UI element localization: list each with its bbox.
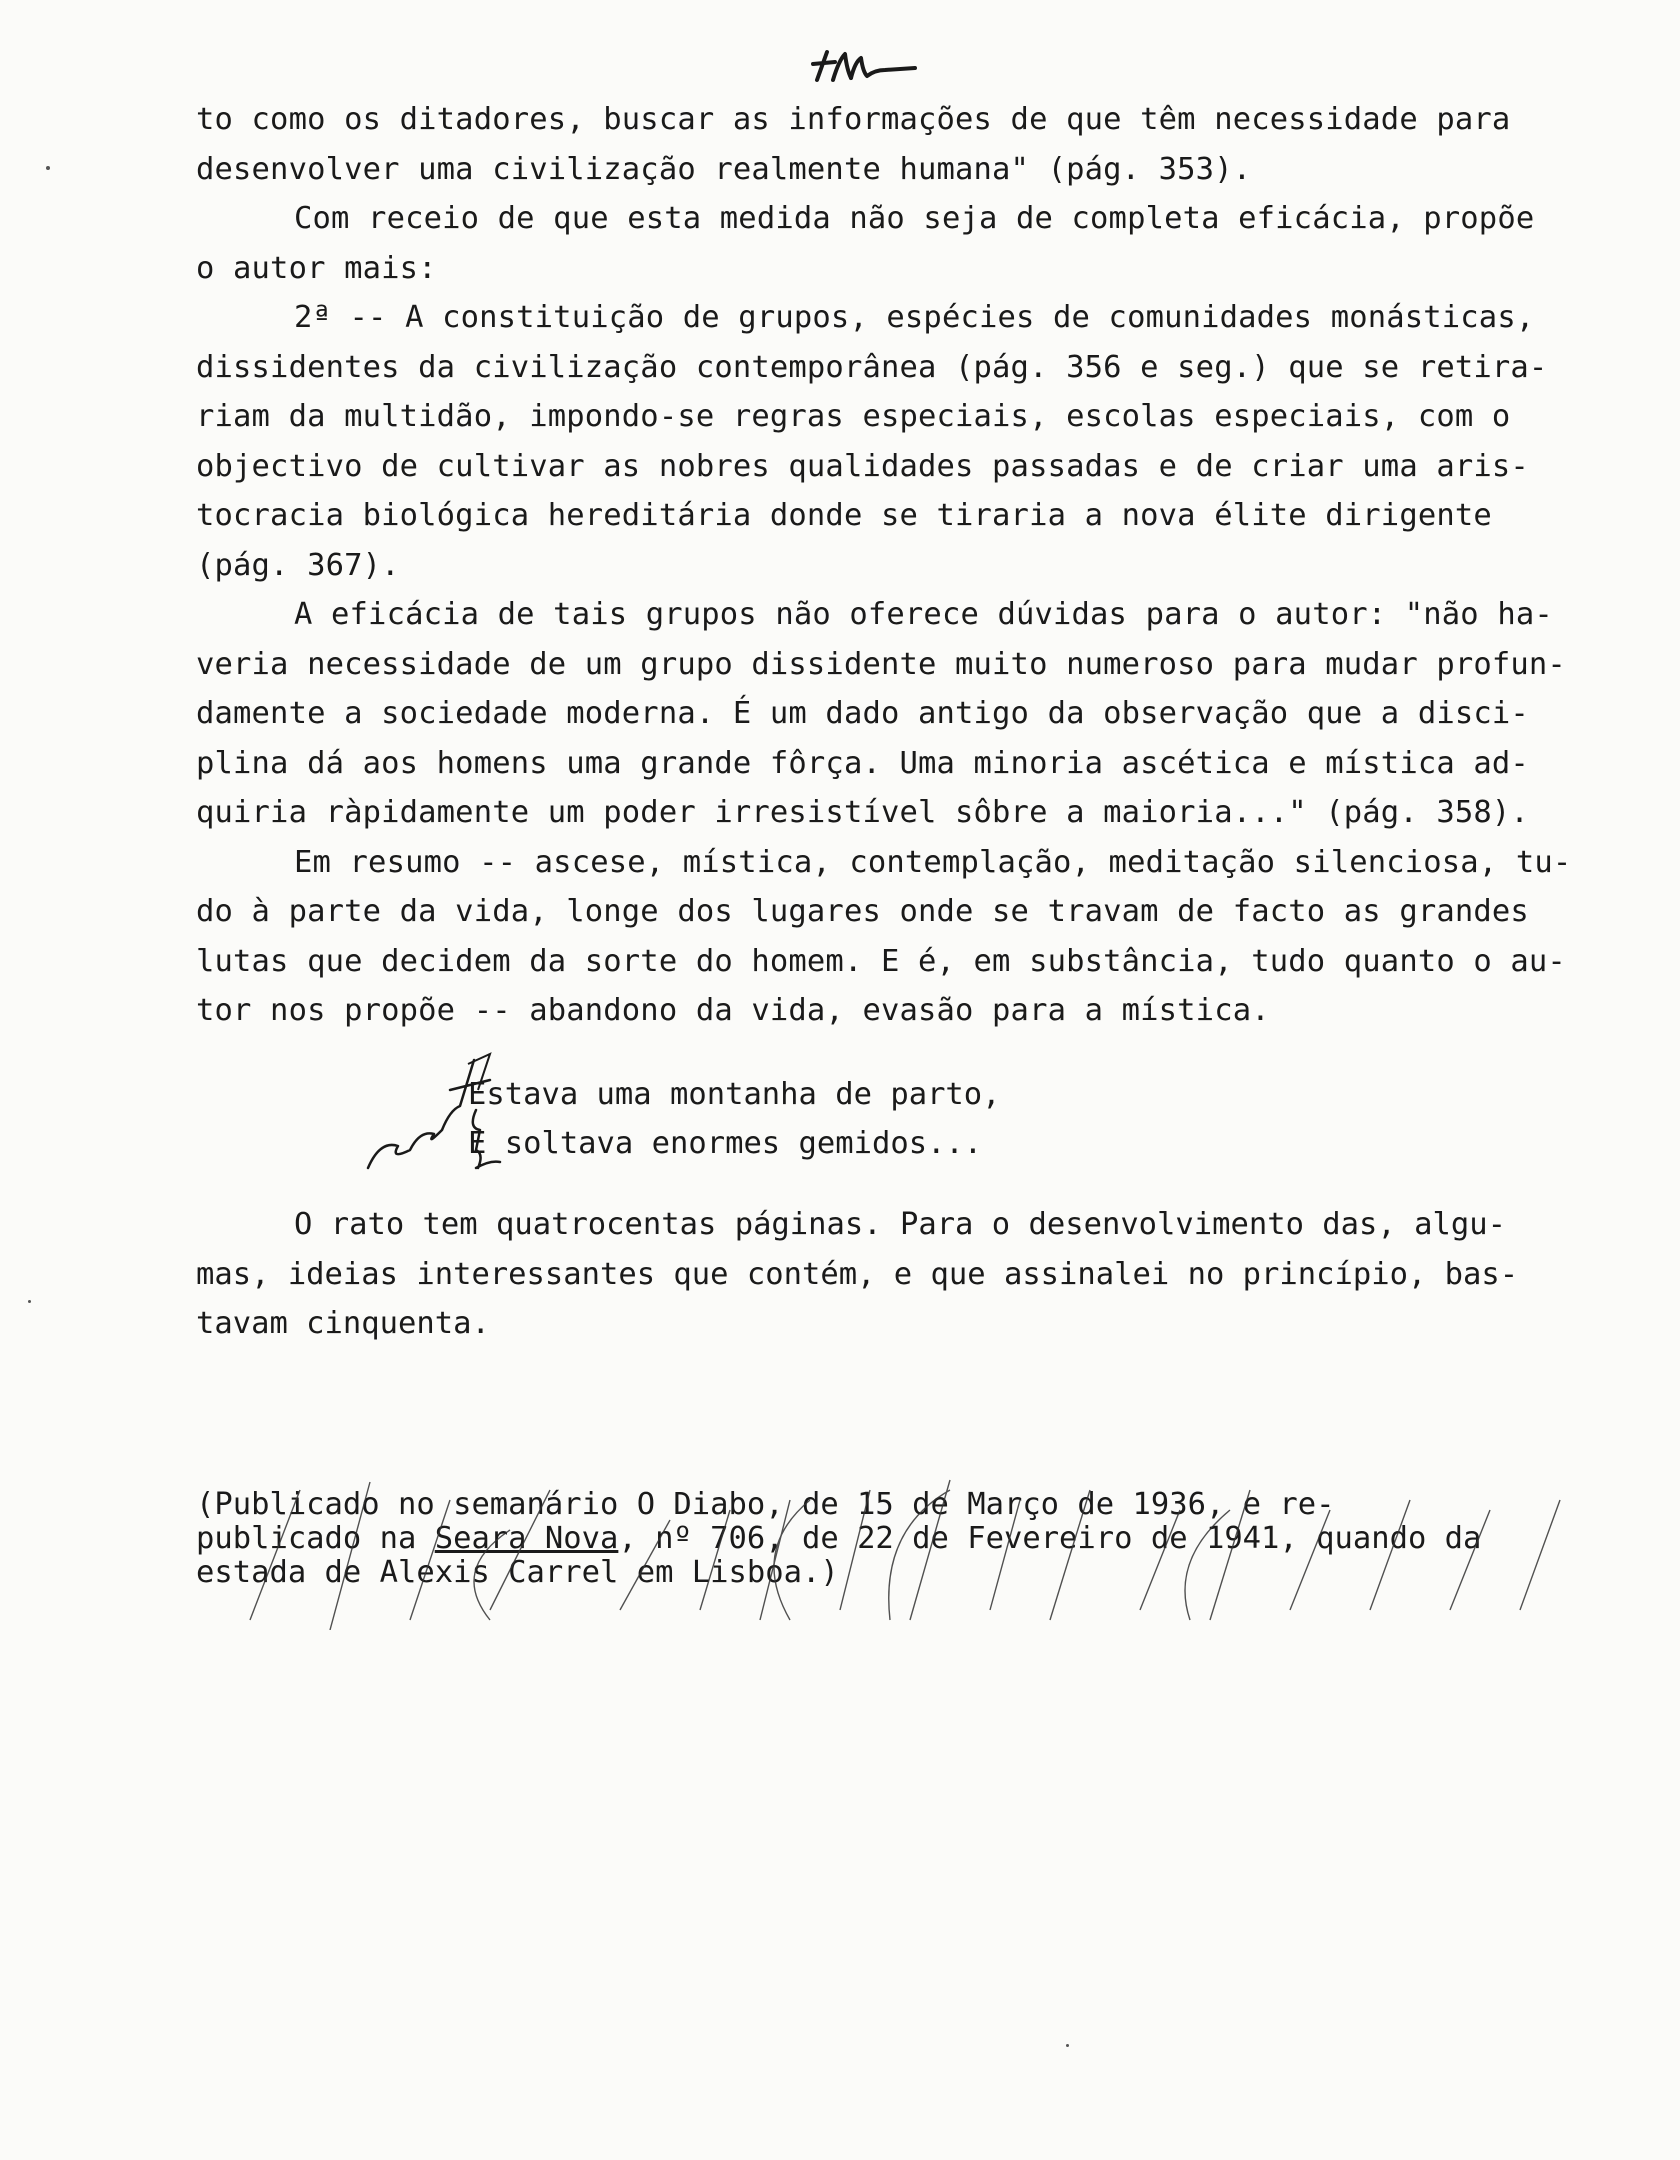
body-text-line: plina dá aos homens uma grande fôrça. Uma minoria ascética e mística ad-: [196, 745, 1529, 781]
body-text-line: lutas que decidem da sorte do homem. E é, em substância, tudo quanto o au-: [196, 943, 1566, 979]
body-text-line: A eficácia de tais grupos não oferece dúvidas para o autor: "não ha-: [294, 597, 1553, 632]
publication-note-line: estada de Alexis Carrel em Lisboa.): [196, 1555, 839, 1590]
closing-text-line: O rato tem quatrocentas páginas. Para o desenvolvimento das, algu-: [294, 1207, 1506, 1242]
publication-note-line: (Publicado no semanário O Diabo, de 15 de Março de 1936, e re-: [196, 1487, 1335, 1522]
body-text-line: desenvolver uma civilização realmente humana" (pág. 353).: [196, 151, 1252, 187]
seara-nova-title: Seara Nova: [434, 1521, 619, 1556]
body-text-line: (pág. 367).: [196, 547, 400, 583]
body-text-line: riam da multidão, impondo-se regras especiais, escolas especiais, com o: [196, 399, 1511, 434]
body-text-line: tocracia biológica hereditária donde se tiraria a nova élite dirigente: [196, 498, 1492, 533]
body-text-line: o autor mais:: [196, 250, 437, 286]
poem-line: Estava uma montanha de parto,: [468, 1077, 1001, 1112]
body-text-line: Com receio de que esta medida não seja de completa eficácia, propõe: [294, 201, 1535, 236]
body-text-line: dissidentes da civilização contemporânea (pág. 356 e seg.) que se retira-: [196, 349, 1548, 385]
body-text-line: tor nos propõe -- abandono da vida, evasão para a mística.: [196, 993, 1270, 1028]
body-text: [196, 95, 1636, 1036]
publication-note-text: , nº 706, de 22 de Fevereiro de 1941, quando da: [618, 1521, 1482, 1556]
publication-note: [196, 1488, 1636, 1590]
body-text-line: 2ª -- A constituição de grupos, espécies de comunidades monásticas,: [294, 300, 1535, 335]
body-text-line: to como os ditadores, buscar as informações de que têm necessidade para: [196, 102, 1511, 137]
poem-quote: [468, 1070, 1001, 1168]
paper-speck: [46, 166, 50, 170]
body-text-line: Em resumo -- ascese, mística, contemplação, meditação silenciosa, tu-: [294, 844, 1572, 880]
poem-line: E soltava enormes gemidos...: [468, 1126, 983, 1161]
body-text-line: quiria ràpidamente um poder irresistível sôbre a maioria..." (pág. 358).: [196, 795, 1529, 830]
body-text-line: objectivo de cultivar as nobres qualidades passadas e de criar uma aris-: [196, 448, 1529, 484]
body-text-line: damente a sociedade moderna. É um dado antigo da observação que a disci-: [196, 696, 1529, 731]
closing-text-line: tavam cinquenta.: [196, 1306, 490, 1341]
paper-speck: [28, 1300, 31, 1303]
body-text-line: do à parte da vida, longe dos lugares onde se travam de facto as grandes: [196, 894, 1529, 929]
publication-note-text: publicado na: [196, 1521, 435, 1556]
publication-note-line: [196, 1522, 1636, 1556]
handwritten-page-mark: [805, 40, 925, 90]
body-text-line: veria necessidade de um grupo dissidente muito numeroso para mudar profun-: [196, 646, 1566, 682]
closing-text-line: mas, ideias interessantes que contém, e que assinalei no princípio, bas-: [196, 1256, 1519, 1292]
closing-paragraph: [196, 1200, 1636, 1349]
paper-speck: [1066, 2044, 1069, 2047]
